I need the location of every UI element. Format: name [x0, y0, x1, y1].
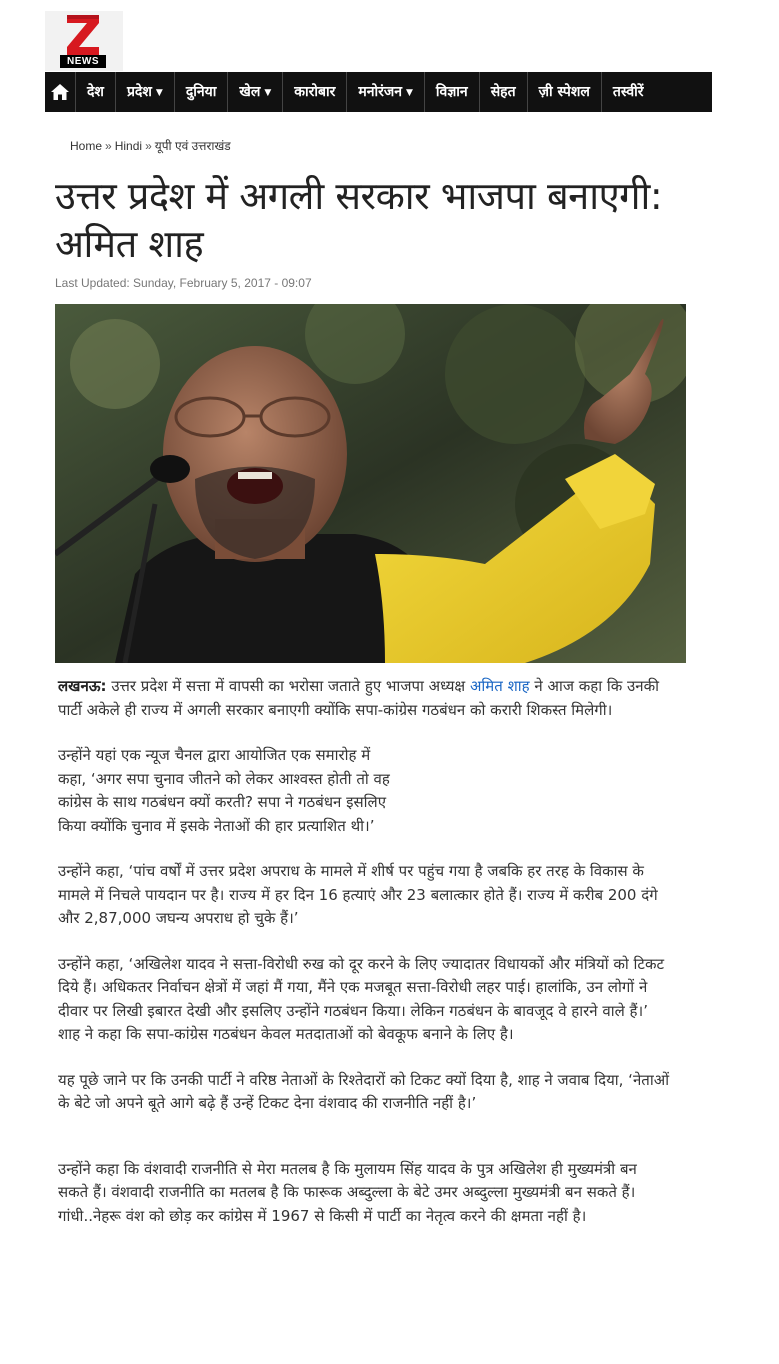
main-navigation [45, 72, 712, 112]
nav-item-sehat[interactable]: सेहत [479, 72, 527, 112]
last-updated: Last Updated: Sunday, February 5, 2017 - 09:07 [55, 276, 312, 290]
paragraph-1: लखनऊ: उत्तर प्रदेश में सत्ता में वापसी का भरोसा जताते हुए भाजपा अध्यक्ष अमित शाह ने आज कहा कि उनकी पार्टी अकेले ही राज्य में अगली सरकार बनाएगी क्योंकि सपा-कांग्रेस गठबंधन को करारी शिकस्त मिलेगी। [58, 677, 659, 719]
dateline: लखनऊ: [58, 677, 107, 695]
nav-item-pradesh[interactable]: प्रदेश ▼ [115, 72, 174, 112]
zee-news-logo[interactable] [45, 11, 123, 71]
nav-item-tasveeren[interactable]: तस्वीरें [601, 72, 655, 112]
caret-down-icon: ▼ [155, 88, 163, 98]
nav-item-vigyan[interactable]: विज्ञान [424, 72, 479, 112]
nav-item-duniya[interactable]: दुनिया [174, 72, 228, 112]
amit-shah-link[interactable]: अमित शाह [469, 677, 530, 695]
breadcrumb: Home » Hindi » यूपी एवं उत्तराखंड [70, 139, 231, 153]
paragraph-6: उन्होंने कहा कि वंशवादी राजनीति से मेरा मतलब है कि मुलायम सिंह यादव के पुत्र अखिलेश ही मुख्यमंत्री बन सकते हैं। वंशवादी राजनीति का मतलब है कि फारूक अब्दुल्ला के बेटे उमर अब्दुल्ला मुख्यमंत्री बन सकते हैं। गांधी..नेहरू वंश को छोड़ कर कांग्रेस में 1967 से किसी में पार्टी का नेतृत्व करने की क्षमता नहीं है। [58, 1159, 637, 1225]
nav-item-zee-special[interactable]: ज़ी स्पेशल [527, 72, 601, 112]
paragraph-4: उन्होंने कहा, ‘अखिलेश यादव ने सत्ता-विरोधी रुख को दूर करने के लिए ज्यादातर विधायकों और मंत्रियों को टिकट दिये हैं। अधिकतर निर्वाचन क्षेत्रों में जहां मैं गया, मैंने एक मजबूत सत्ता-विरोधी लहर पाई। हालांकि, उन लोगों ने दीवार पर लिखी इबारत देखी और इसलिए उन्होंने गठबंधन किया। लेकिन गठबंधन के बावजूद वे हारने वाले हैं।’ शाह ने कहा कि सपा-कांग्रेस गठबंधन केवल मतदाताओं को बेवकूफ बनाने के लिए है। [58, 954, 665, 1043]
caret-down-icon: ▼ [264, 88, 272, 98]
article-photo [55, 304, 686, 663]
nav-item-karobar[interactable]: कारोबार [282, 72, 346, 112]
logo-news-label: NEWS [60, 55, 106, 68]
nav-item-manoranjan[interactable]: मनोरंजन ▼ [346, 72, 424, 112]
article-body [58, 675, 670, 1250]
paragraph-2: उन्होंने यहां एक न्यूज चैनल द्वारा आयोजित एक समारोह में कहा, ‘अगर सपा चुनाव जीतने को लेकर आश्वस्त होती तो वह कांग्रेस के साथ गठबंधन क्यों करती? सपा ने गठबंधन इसलिए किया क्योंकि चुनाव में इसके नेताओं की हार प्रत्याशित थी।’ [58, 746, 390, 835]
paragraph-3: उन्होंने कहा, ‘पांच वर्षों में उत्तर प्रदेश अपराध के मामले में शीर्ष पर पहुंच गया है जबकि हर तरह के विकास के मामले में निचले पायदान पर है। राज्य में हर दिन 16 हत्याएं और 23 बलात्कार होते हैं। राज्य में करीब 200 दंगे और 2,87,000 जघन्य अपराध हो चुके हैं।’ [58, 862, 658, 927]
nav-item-khel[interactable]: खेल ▼ [227, 72, 282, 112]
nav-item-desh[interactable]: देश [75, 72, 115, 112]
breadcrumb-hindi[interactable]: Hindi [114, 139, 143, 153]
spacer [58, 1138, 670, 1158]
article-title: उत्तर प्रदेश में अगली सरकार भाजपा बनाएगी: अमित शाह [55, 174, 663, 266]
home-icon[interactable] [45, 72, 75, 112]
caret-down-icon: ▼ [406, 88, 413, 98]
breadcrumb-home[interactable]: Home [70, 139, 103, 153]
paragraph-5: यह पूछे जाने पर कि उनकी पार्टी ने वरिष्ठ नेताओं के रिश्तेदारों को टिकट क्यों दिया है, शाह ने जवाब दिया, ‘नेताओं के बेटे जो अपने बूते आगे बढ़े हैं उन्हें टिकट देना वंशवाद की राजनीति नहीं है।’ [58, 1070, 670, 1112]
z-letter-mark [63, 13, 103, 57]
breadcrumb-section[interactable]: यूपी एवं उत्तराखंड [154, 139, 231, 153]
